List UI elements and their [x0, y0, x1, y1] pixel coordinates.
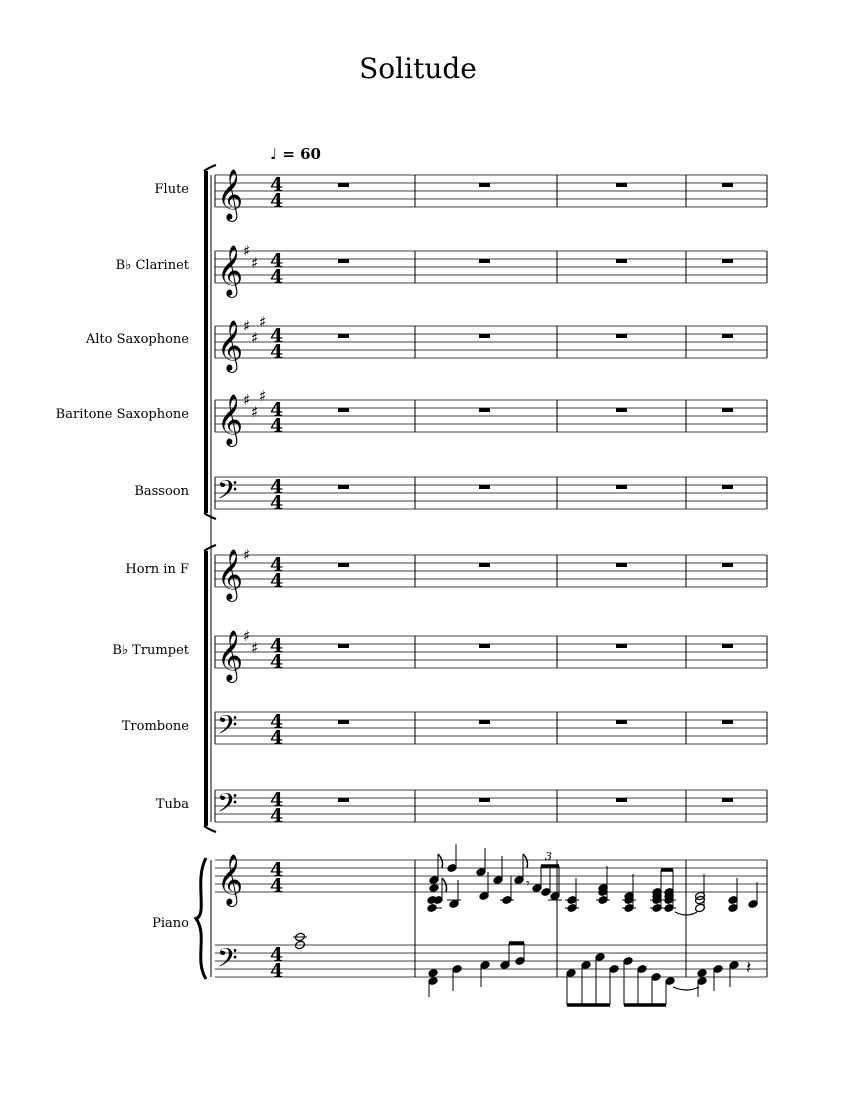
bari-sax-whole-rest-3 [616, 408, 627, 412]
trombone-bass-clef: 𝄢 [217, 709, 238, 747]
tuba-whole-rest-4 [722, 798, 733, 802]
alto-sax-whole-rest-1 [338, 334, 349, 338]
alto-sax-sharp: ♯ [243, 317, 251, 335]
instrument-label-flute: Flute [154, 182, 189, 197]
trumpet-time-signature-numerator: 4 [270, 635, 284, 657]
quarter-rest: 𝄽 [746, 958, 752, 978]
clarinet-whole-rest-3 [616, 259, 627, 263]
brass-bracket [204, 551, 208, 826]
trombone-whole-rest-1 [338, 720, 349, 724]
horn-time-signature-denominator: 4 [270, 570, 284, 592]
piano-flag [523, 854, 528, 868]
horn-whole-rest-4 [722, 563, 733, 567]
flute-whole-rest-2 [479, 183, 490, 187]
trumpet-whole-rest-4 [722, 644, 733, 648]
trombone-whole-rest-2 [479, 720, 490, 724]
clarinet-whole-rest-1 [338, 259, 349, 263]
piano-note [429, 883, 440, 893]
piano-flag [442, 878, 447, 892]
alto-sax-sharp: ♯ [259, 313, 267, 331]
instrument-label-clarinet: B♭ Clarinet [115, 258, 189, 273]
piano-flag [438, 854, 443, 868]
bari-sax-whole-rest-1 [338, 408, 349, 412]
clarinet-sharp: ♯ [243, 242, 251, 260]
instrument-label-tuba: Tuba [155, 797, 189, 812]
flute-whole-rest-3 [616, 183, 627, 187]
horn-time-signature-numerator: 4 [270, 554, 284, 576]
bari-sax-treble-clef: 𝄞 [217, 394, 244, 445]
bari-sax-sharp: ♯ [259, 387, 267, 405]
piano-tie [673, 987, 699, 990]
eighth-rest: 𝄾 [526, 876, 530, 892]
alto-sax-whole-rest-2 [479, 334, 490, 338]
bassoon-bass-clef: 𝄢 [217, 474, 238, 512]
bari-sax-time-signature-denominator: 4 [270, 415, 284, 437]
brass-bracket-bottom-hook [204, 826, 216, 832]
tuba-whole-rest-1 [338, 798, 349, 802]
alto-sax-time-signature-numerator: 4 [270, 325, 284, 347]
trombone-time-signature-numerator: 4 [270, 711, 284, 733]
piano-treble-clef: 𝄞 [217, 854, 244, 905]
piano-bass-time-signature-denominator: 4 [270, 960, 284, 982]
bassoon-time-signature-denominator: 4 [270, 492, 284, 514]
clarinet-treble-clef: 𝄞 [217, 245, 244, 296]
piano-bass-clef: 𝄢 [217, 942, 238, 980]
woodwind-bracket-top-hook [204, 165, 216, 171]
tuba-whole-rest-2 [479, 798, 490, 802]
tuba-time-signature-denominator: 4 [270, 805, 284, 827]
trumpet-sharp: ♯ [251, 639, 259, 657]
clarinet-time-signature-numerator: 4 [270, 250, 284, 272]
horn-whole-rest-3 [616, 563, 627, 567]
bassoon-whole-rest-3 [616, 485, 627, 489]
system-brackets [196, 165, 216, 979]
clarinet-whole-rest-2 [479, 259, 490, 263]
trombone-whole-rest-3 [616, 720, 627, 724]
flute-time-signature-numerator: 4 [270, 174, 284, 196]
instrument-label-trumpet: B♭ Trumpet [112, 643, 189, 658]
piano-bass-time-signature-numerator: 4 [270, 944, 284, 966]
flute-whole-rest-1 [338, 183, 349, 187]
piano-note [697, 968, 708, 978]
horn-sharp: ♯ [243, 546, 251, 564]
alto-sax-treble-clef: 𝄞 [217, 320, 244, 371]
flute-whole-rest-4 [722, 183, 733, 187]
triplet-number: 3 [545, 850, 552, 863]
bassoon-whole-rest-1 [338, 485, 349, 489]
bari-sax-whole-rest-4 [722, 408, 733, 412]
instrument-label-trombone: Trombone [121, 719, 189, 734]
instrument-label-bassoon: Bassoon [134, 484, 189, 499]
flute-treble-clef: 𝄞 [217, 169, 244, 220]
brass-bracket-top-hook [204, 545, 216, 551]
trumpet-whole-rest-2 [479, 644, 490, 648]
bari-sax-sharp: ♯ [251, 403, 259, 421]
horn-whole-rest-2 [479, 563, 490, 567]
bassoon-time-signature-numerator: 4 [270, 476, 284, 498]
woodwind-bracket [204, 171, 208, 513]
flute-time-signature-denominator: 4 [270, 190, 284, 212]
clarinet-whole-rest-4 [722, 259, 733, 263]
bari-sax-time-signature-numerator: 4 [270, 399, 284, 421]
trombone-time-signature-denominator: 4 [270, 727, 284, 749]
tuba-whole-rest-3 [616, 798, 627, 802]
horn-whole-rest-1 [338, 563, 349, 567]
trombone-whole-rest-4 [722, 720, 733, 724]
clarinet-sharp: ♯ [251, 254, 259, 272]
woodwind-bracket-bottom-hook [204, 513, 216, 519]
instrument-label-alto-sax: Alto Saxophone [85, 332, 189, 347]
bari-sax-whole-rest-2 [479, 408, 490, 412]
trumpet-whole-rest-3 [616, 644, 627, 648]
bassoon-whole-rest-2 [479, 485, 490, 489]
score-title: Solitude [359, 52, 477, 85]
quarter-note-icon: ♩ [270, 145, 278, 163]
trumpet-sharp: ♯ [243, 627, 251, 645]
tuba-bass-clef: 𝄢 [217, 787, 238, 825]
bassoon-whole-rest-4 [722, 485, 733, 489]
piano-treble-time-signature-denominator: 4 [270, 875, 284, 897]
instrument-label-piano: Piano [152, 916, 189, 931]
piano-treble-time-signature-numerator: 4 [270, 859, 284, 881]
bari-sax-sharp: ♯ [243, 391, 251, 409]
tuba-time-signature-numerator: 4 [270, 789, 284, 811]
trumpet-time-signature-denominator: 4 [270, 651, 284, 673]
piano-brace [196, 858, 206, 979]
trumpet-treble-clef: 𝄞 [217, 630, 244, 681]
tempo-value: = 60 [282, 145, 321, 163]
trumpet-whole-rest-1 [338, 644, 349, 648]
alto-sax-whole-rest-3 [616, 334, 627, 338]
horn-treble-clef: 𝄞 [217, 549, 244, 600]
alto-sax-sharp: ♯ [251, 329, 259, 347]
clarinet-time-signature-denominator: 4 [270, 266, 284, 288]
alto-sax-whole-rest-4 [722, 334, 733, 338]
instrument-label-horn: Horn in F [125, 562, 189, 577]
piano-note [428, 968, 439, 978]
alto-sax-time-signature-denominator: 4 [270, 341, 284, 363]
instrument-label-bari-sax: Baritone Saxophone [55, 407, 189, 422]
staff-lines [211, 175, 767, 977]
